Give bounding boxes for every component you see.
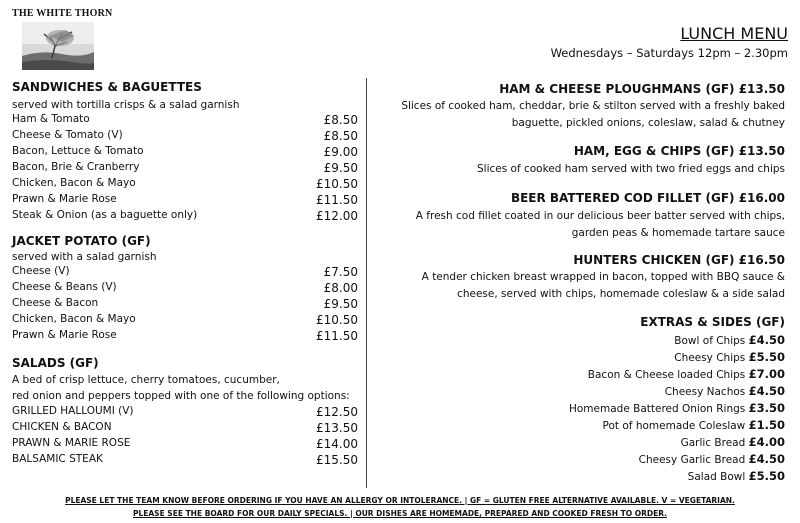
extra-item: Garlic Bread £4.00 — [680, 435, 785, 449]
extra-item: Bacon & Cheese loaded Chips £7.00 — [587, 367, 785, 381]
menu-item: PRAWN & MARIE ROSE £14.00 — [12, 437, 358, 451]
main-title: HAM, EGG & CHIPS (GF) £13.50 — [573, 144, 785, 158]
allergy-notice: PLEASE LET THE TEAM KNOW BEFORE ORDERING IF YOU HAVE AN ALLERGY OR INTOLERANCE. | GF = GLUTEN FREE ALTERNATIVE AVAILABLE. V = VEGETARIAN. — [65, 496, 735, 505]
main-desc: Slices of cooked ham, cheddar, brie & stilton served with a freshly baked — [401, 100, 785, 112]
main-desc: A fresh cod fillet coated in our delicious beer batter served with chips, — [415, 210, 785, 222]
specials-notice: PLEASE SEE THE BOARD FOR OUR DAILY SPECIALS. | OUR DISHES ARE HOMEMADE, PREPARED AND COOKED FRESH TO ORDER. — [132, 509, 668, 518]
menu-item: Chicken, Bacon & Mayo £10.50 — [12, 313, 358, 327]
extra-item: Bowl of Chips £4.50 — [674, 333, 785, 347]
menu-item: Bacon, Brie & Cranberry £9.50 — [12, 161, 358, 175]
extra-item: Cheesy Chips £5.50 — [674, 350, 785, 364]
menu-hours: Wednesdays – Saturdays 12pm – 2.30pm — [550, 46, 788, 60]
menu-item: GRILLED HALLOUMI (V) £12.50 — [12, 405, 358, 419]
main-title: BEER BATTERED COD FILLET (GF) £16.00 — [510, 191, 785, 205]
extras-title: EXTRAS & SIDES (GF) — [640, 315, 785, 329]
extra-item: Cheesy Nachos £4.50 — [664, 384, 785, 398]
jacket-title: JACKET POTATO (GF) — [12, 234, 151, 248]
sandwiches-subtitle: served with tortilla crisps & a salad garnish — [12, 99, 240, 111]
brand-name: THE WHITE THORN — [12, 8, 113, 19]
menu-item: Ham & Tomato £8.50 — [12, 113, 358, 127]
menu-item: BALSAMIC STEAK £15.50 — [12, 453, 358, 467]
salads-desc-2: red onion and peppers topped with one of the following options: — [12, 390, 350, 402]
main-desc: garden peas & homemade tartare sauce — [571, 227, 785, 239]
menu-item: Cheese (V) £7.50 — [12, 265, 358, 279]
main-desc: cheese, served with chips, homemade coleslaw & a side salad — [457, 288, 785, 300]
main-desc: A tender chicken breast wrapped in bacon, topped with BBQ sauce & — [421, 271, 785, 283]
main-desc: baguette, pickled onions, coleslaw, salad & chutney — [511, 117, 785, 129]
extra-item: Pot of homemade Coleslaw £1.50 — [602, 418, 785, 432]
extra-item: Salad Bowl £5.50 — [687, 469, 785, 483]
thorn-tree-logo — [22, 22, 94, 70]
menu-item: Cheese & Beans (V) £8.00 — [12, 281, 358, 295]
menu-item: Cheese & Tomato (V) £8.50 — [12, 129, 358, 143]
jacket-subtitle: served with a salad garnish — [12, 251, 157, 263]
menu-item: Cheese & Bacon £9.50 — [12, 297, 358, 311]
menu-title: LUNCH MENU — [680, 24, 788, 43]
salads-title: SALADS (GF) — [12, 356, 99, 370]
column-divider — [366, 78, 367, 488]
main-title: HAM & CHEESE PLOUGHMANS (GF) £13.50 — [499, 82, 785, 96]
menu-item: CHICKEN & BACON £13.50 — [12, 421, 358, 435]
main-title: HUNTERS CHICKEN (GF) £16.50 — [573, 253, 785, 267]
menu-item: Prawn & Marie Rose £11.50 — [12, 193, 358, 207]
menu-item: Bacon, Lettuce & Tomato £9.00 — [12, 145, 358, 159]
menu-item: Chicken, Bacon & Mayo £10.50 — [12, 177, 358, 191]
menu-item: Steak & Onion (as a baguette only) £12.00 — [12, 209, 358, 223]
sandwiches-title: SANDWICHES & BAGUETTES — [12, 80, 202, 94]
main-desc: Slices of cooked ham served with two fried eggs and chips — [476, 163, 785, 175]
extra-item: Homemade Battered Onion Rings £3.50 — [568, 401, 785, 415]
menu-item: Prawn & Marie Rose £11.50 — [12, 329, 358, 343]
extra-item: Cheesy Garlic Bread £4.50 — [638, 452, 785, 466]
salads-desc-1: A bed of crisp lettuce, cherry tomatoes, cucumber, — [12, 374, 280, 386]
